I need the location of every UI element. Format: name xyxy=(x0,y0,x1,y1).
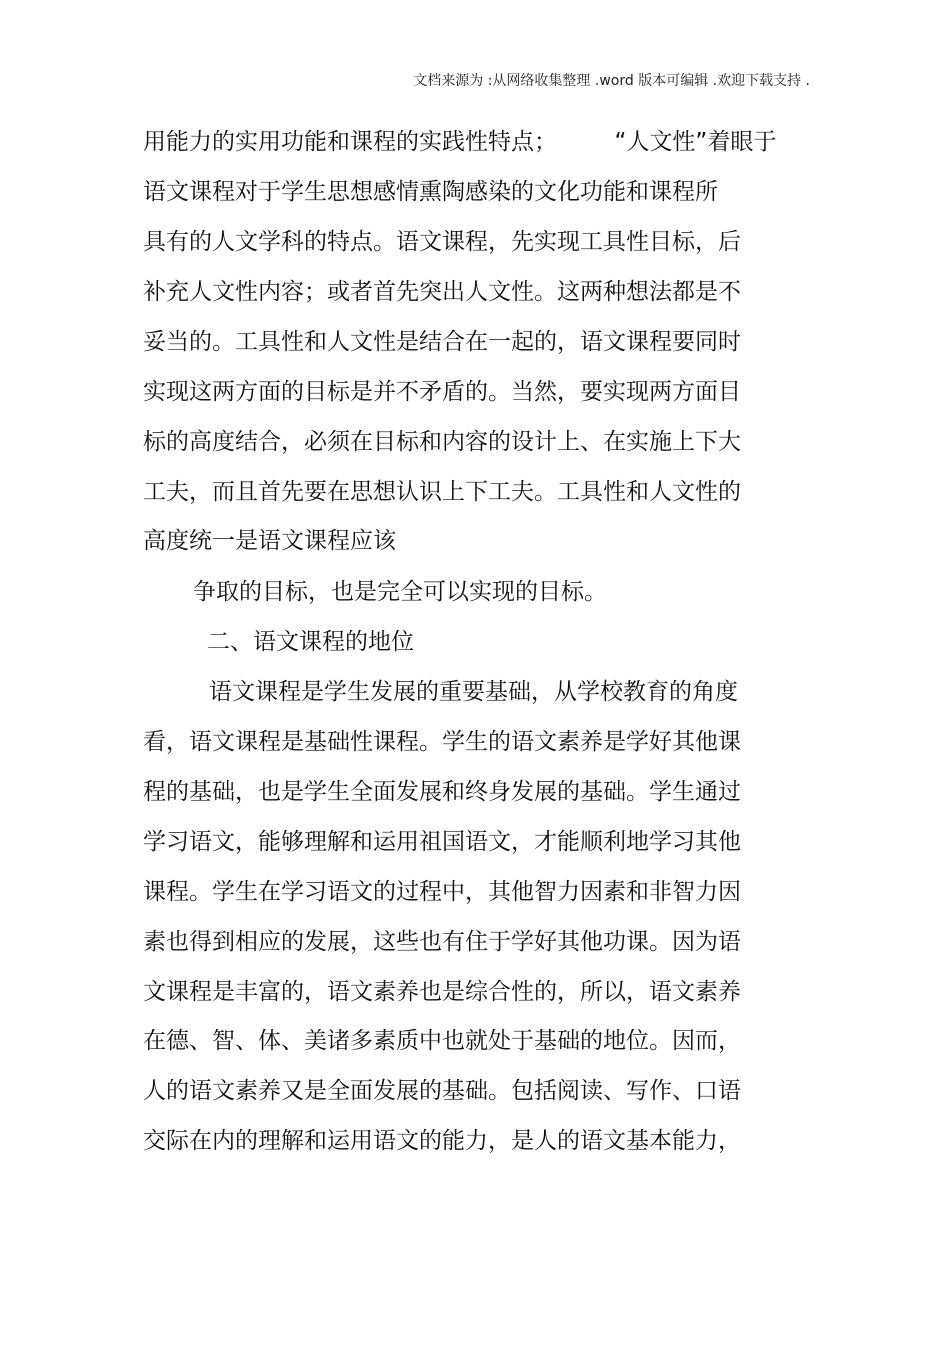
body-line: 文课程是丰富的，语文素养也是综合性的，所以，语文素养 xyxy=(143,979,741,1005)
body-line: 工夫，而且首先要在思想认识上下工夫。工具性和人文性的 xyxy=(143,479,741,505)
body-line: 争取的目标，也是完全可以实现的目标。 xyxy=(193,579,607,605)
body-line: 在德、智、体、美诸多素质中也就处于基础的地位。因而， xyxy=(143,1028,741,1054)
section-heading: 二、语文课程的地位 xyxy=(207,629,414,655)
body-line: 看，语文课程是基础性课程。学生的语文素养是学好其他课 xyxy=(143,729,741,755)
body-line: 课程。学生在学习语文的过程中，其他智力因素和非智力因 xyxy=(143,879,741,905)
body-line: 标的高度结合，必须在目标和内容的设计上、在实施上下大 xyxy=(143,429,741,455)
body-line: 妥当的。工具性和人文性是结合在一起的，语文课程要同时 xyxy=(143,329,741,355)
body-line: 具有的人文学科的特点。语文课程，先实现工具性目标，后 xyxy=(143,229,741,255)
body-line: 程的基础，也是学生全面发展和终身发展的基础。学生通过 xyxy=(143,779,741,805)
page-header: 文档来源为 :从网络收集整理 .word 版本可编辑 .欢迎下载支持 . xyxy=(413,73,810,89)
body-line: 语文课程是学生发展的重要基础，从学校教育的角度 xyxy=(209,679,738,705)
body-line: 人的语文素养又是全面发展的基础。包括阅读、写作、口语 xyxy=(143,1078,741,1104)
body-line: 补充人文性内容；或者首先突出人文性。这两种想法都是不 xyxy=(143,279,741,305)
body-line: 语文课程对于学生思想感情熏陶感染的文化功能和课程所 xyxy=(143,179,718,205)
body-line: 素也得到相应的发展，这些也有住于学好其他功课。因为语 xyxy=(143,929,741,955)
body-line: 实现这两方面的目标是并不矛盾的。当然，要实现两方面目 xyxy=(143,379,741,405)
body-line: 高度统一是语文课程应该 xyxy=(143,528,396,554)
body-line: 用能力的实用功能和课程的实践性特点； “人文性”着眼于 xyxy=(143,129,777,155)
body-line: 学习语文，能够理解和运用祖国语文，才能顺利地学习其他 xyxy=(143,829,741,855)
body-line: 交际在内的理解和运用语文的能力，是人的语文基本能力， xyxy=(143,1128,741,1154)
